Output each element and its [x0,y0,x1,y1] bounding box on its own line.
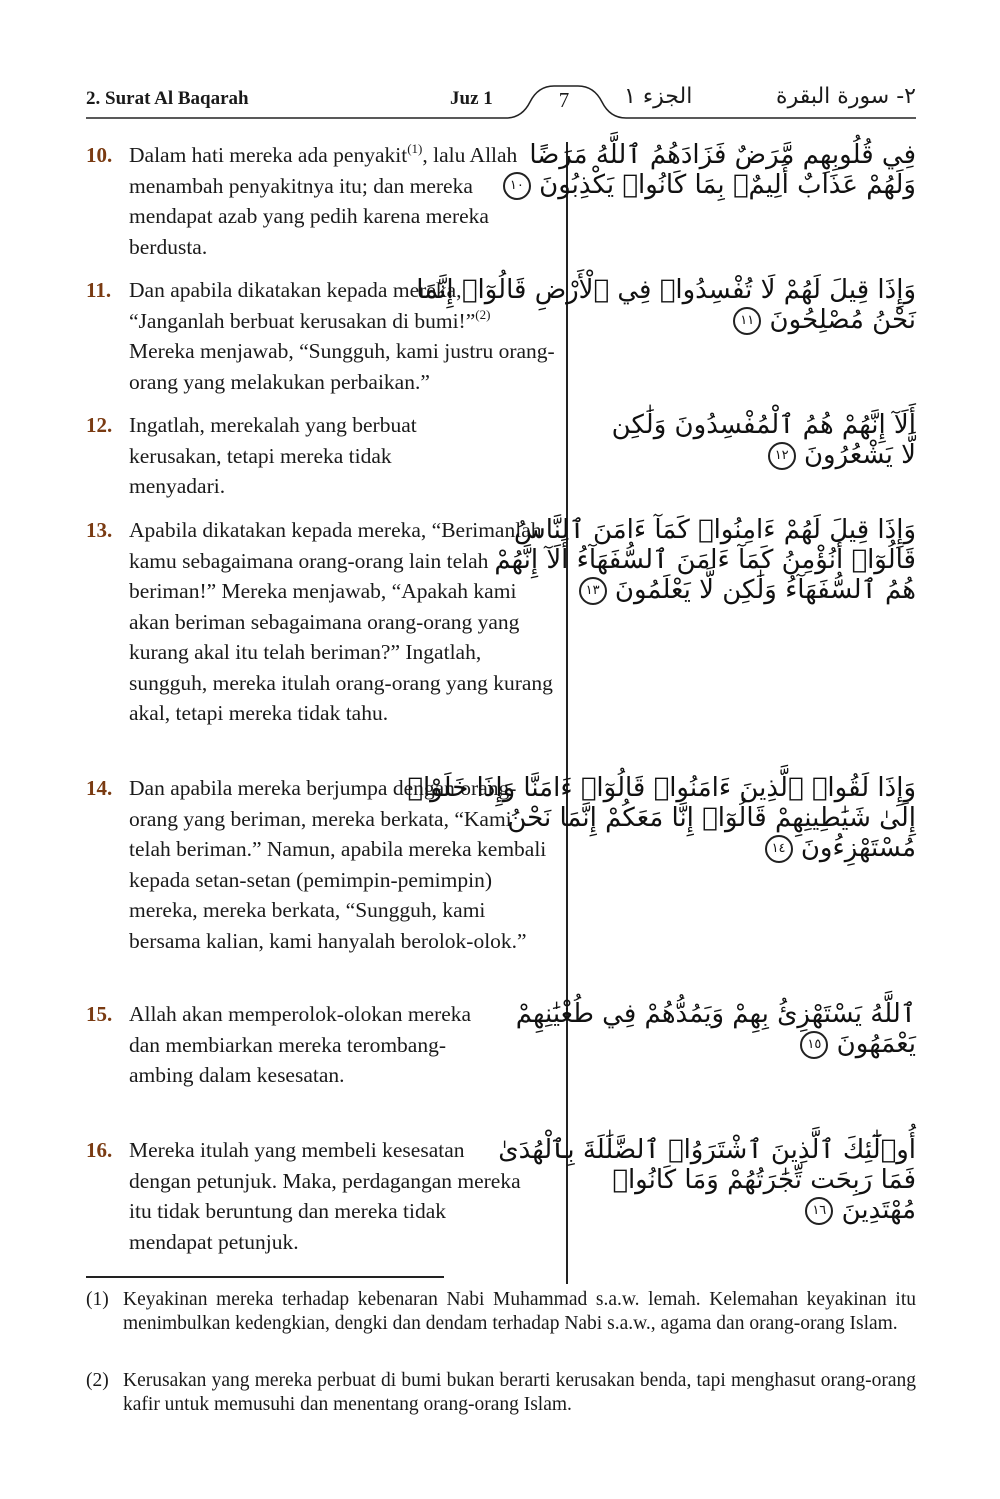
footnote-number: (2) [86,1370,109,1391]
footnote-text: Kerusakan yang mereka perbuat di bumi bukan berarti kerusakan benda, tapi menghasut orang-orang kafir untuk memusuhi dan menentang orang-orang Islam. [123,1370,916,1415]
verse-arabic: وَإِذَا قِيلَ لَهُمْ ءَامِنُوا۟ كَمَآ ءَامَنَ ٱلنَّاسُ قَالُوٓا۟ أَنُؤْمِنُ كَمَآ ءَامَنَ ٱلسُّفَهَآءُ أَلَآ إِنَّهُمْ هُمُ ٱلسُّفَهَآءُ وَلَٰكِن لَّا يَعْلَمُونَ ١٣ [494,515,916,605]
verse-number: 13. [86,518,113,542]
verse-translation: Mereka itulah yang membeli kesesatan dengan petunjuk. Maka, perdagangan mereka itu tidak beruntung dan mereka tidak mendapat petunjuk. [129,1138,521,1254]
verse-number: 14. [86,776,113,800]
ayah-marker: ١٣ [579,577,607,605]
footnote-number: (1) [86,1289,109,1310]
verse-entry [86,515,556,729]
verse-number: 11. [86,278,112,302]
verse-entry [86,1135,556,1257]
juz-label-arabic: الجزء ١ [624,84,693,109]
verse-entry [86,140,556,262]
column-divider [566,142,568,1284]
verse-arabic: وَإِذَا لَقُوا۟ ٱلَّذِينَ ءَامَنُوا۟ قَالُوٓا۟ ءَامَنَّا وَإِذَا خَلَوْا۟ إِلَىٰ شَيَٰطِينِهِمْ قَالُوٓا۟ إِنَّا مَعَكُمْ إِنَّمَا نَحْنُ مُسْتَهْزِءُونَ ١٤ [407,773,916,863]
verse-translation: Dalam hati mereka ada penyakit$^{(1)}$, lalu Allah menambah penyakitnya itu; dan mereka mendapat azab yang pedih karena mereka berdusta. [129,141,518,259]
verse-translation: Apabila dikatakan kepada mereka, “Berimanlah kamu sebagaimana orang-orang lain telah beriman!” Mereka menjawab, “Apakah kami akan beriman sebagaimana orang-orang yang kurang akal itu telah beriman?” Ingatlah, sungguh, mereka itulah orang-orang yang kurang akal, tetapi mereka tidak tahu. [129,518,553,725]
verse-arabic: ٱللَّهُ يَسْتَهْزِئُ بِهِمْ وَيَمُدُّهُمْ فِي طُغْيَٰنِهِمْ يَعْمَهُونَ ١٥ [515,999,916,1059]
juz-label: Juz 1 [450,88,493,109]
footnote-text: Keyakinan mereka terhadap kebenaran Nabi Muhammad s.a.w. lemah. Kelemahan keyakinan itu menimbulkan kedengkian, dengki dan dendam terhadap Nabi s.a.w., agama dan orang-orang Islam. [123,1289,916,1334]
verse-number: 10. [86,143,113,167]
footnote-rule [86,1276,444,1278]
verse-arabic: وَإِذَا قِيلَ لَهُمْ لَا تُفْسِدُوا۟ فِي ٱلْأَرْضِ قَالُوٓا۟ إِنَّمَا نَحْنُ مُصْلِحُونَ ١١ [416,275,916,335]
ayah-marker: ١٦ [805,1197,833,1225]
ayah-marker: ١٥ [800,1031,828,1059]
verse-arabic: فِي قُلُوبِهِم مَّرَضٌ فَزَادَهُمُ ٱللَّهُ مَرَضًا وَلَهُمْ عَذَابٌ أَلِيمٌۢ بِمَا كَانُوا۟ يَكْذِبُونَ ١٠ [590,140,916,200]
verse-number: 12. [86,413,113,437]
verse-translation: Dan apabila dikatakan kepada mereka, “Janganlah berbuat kerusakan di bumi!”$^{(2)}$ Mereka menjawab, “Sungguh, kami justru orang-orang yang melakukan perbaikan.” [129,278,555,394]
page-header [86,82,916,122]
surah-title: 2. Surat Al Baqarah [86,88,249,109]
verse-entry [86,999,556,1091]
ayah-marker: ١١ [733,307,761,335]
verse-arabic: أُو۟لَٰٓئِكَ ٱلَّذِينَ ٱشْتَرَوُا۟ ٱلضَّلَٰلَةَ بِٱلْهُدَىٰ فَمَا رَبِحَت تِّجَٰرَتُهُمْ وَمَا كَانُوا۟ مُهْتَدِينَ ١٦ [498,1135,916,1225]
verse-number: 15. [86,1002,113,1026]
verse-number: 16. [86,1138,113,1162]
ayah-marker: ١٠ [503,172,531,200]
footnote [86,1288,916,1336]
page-number: 7 [558,88,570,112]
verse-arabic: أَلَآ إِنَّهُمْ هُمُ ٱلْمُفْسِدُونَ وَلَٰكِن لَّا يَشْعُرُونَ ١٢ [611,410,916,470]
ayah-marker: ١٤ [765,835,793,863]
footnote-ref: (1) [407,141,423,156]
ayah-marker: ١٢ [768,442,796,470]
surah-title-arabic: ٢- سورة البقرة [776,84,916,109]
footnote [86,1369,916,1417]
footnote-ref: (2) [475,306,491,322]
verse-entry [86,410,556,502]
verse-translation: Allah akan memperolok-olokan mereka dan membiarkan mereka terombang-ambing dalam kesesatan. [129,1002,472,1087]
verse-translation: Dan apabila mereka berjumpa dengan orang-orang yang beriman, mereka berkata, “Kami telah beriman.” Namun, apabila mereka kembali kepada setan-setan (pemimpin-pemimpin) mereka, mereka berkata, “Sungguh, kami bersama kalian, kami hanyalah berolok-olok.” [129,776,547,953]
verse-translation: Ingatlah, merekalah yang berbuat kerusakan, tetapi mereka tidak menyadari. [129,413,417,498]
